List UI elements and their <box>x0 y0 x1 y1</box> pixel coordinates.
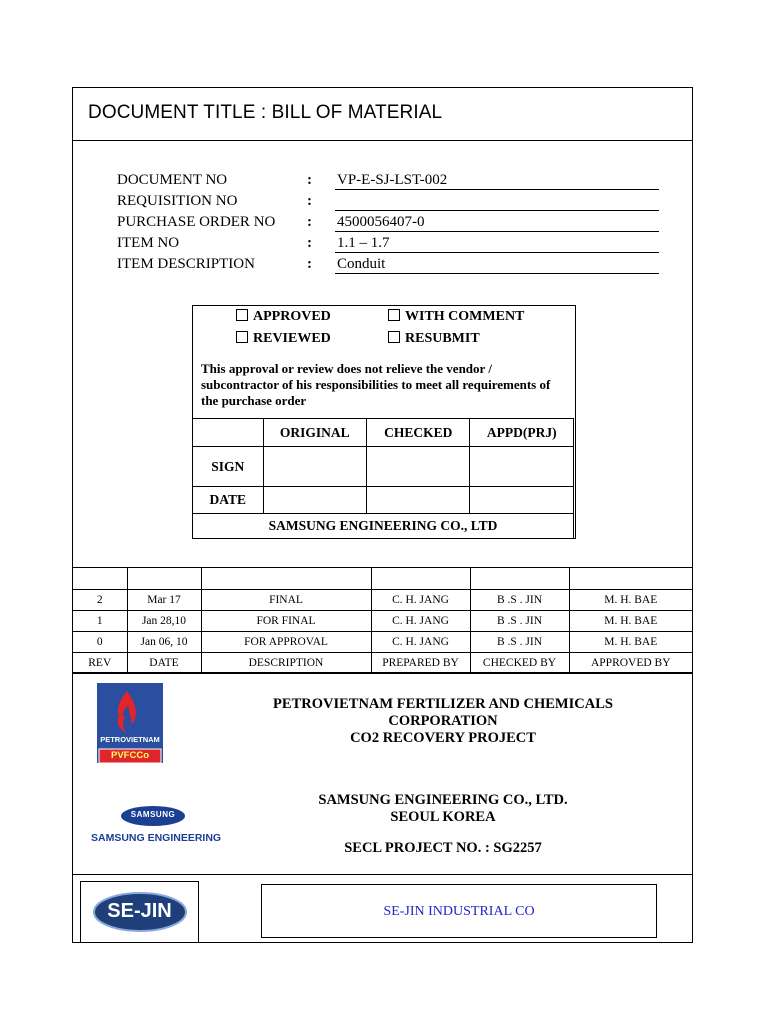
approval-stamp-box <box>192 305 576 539</box>
logo-text-bottom: PVFCCo <box>111 750 149 761</box>
approval-company: SAMSUNG ENGINEERING CO., LTD <box>193 514 574 539</box>
info-label: ITEM DESCRIPTION <box>117 256 255 272</box>
sign-cell-checked[interactable] <box>367 447 470 487</box>
revision-cell: Jan 28,10 <box>127 611 201 632</box>
revision-cell: M. H. BAE <box>569 590 692 611</box>
revision-cell: FINAL <box>201 590 371 611</box>
samsung-logo <box>91 802 222 848</box>
checkbox-square-icon <box>388 309 400 321</box>
checkbox-square-icon <box>236 309 248 321</box>
column-header: APPD(PRJ) <box>470 419 574 447</box>
date-cell-appd[interactable] <box>470 487 574 514</box>
revision-cell <box>569 568 692 590</box>
checkbox-label: WITH COMMENT <box>405 309 525 324</box>
info-label: REQUISITION NO <box>117 193 238 209</box>
column-header: APPROVED BY <box>569 653 692 674</box>
revision-cell <box>201 568 371 590</box>
info-row-item-no <box>117 233 657 254</box>
info-colon: : <box>307 235 312 251</box>
petrovietnam-logo <box>97 683 163 763</box>
column-header: CHECKED BY <box>470 653 569 674</box>
info-row-purchase-order-no <box>117 212 657 233</box>
divider <box>73 140 692 141</box>
date-cell-checked[interactable] <box>367 487 470 514</box>
revision-cell: C. H. JANG <box>371 590 470 611</box>
info-colon: : <box>307 172 312 188</box>
checkbox-label: RESUBMIT <box>405 331 480 346</box>
document-frame <box>72 87 693 943</box>
column-header: CHECKED <box>367 419 470 447</box>
revision-cell: C. H. JANG <box>371 611 470 632</box>
info-label: DOCUMENT NO <box>117 172 228 188</box>
revision-cell: M. H. BAE <box>569 632 692 653</box>
table-row <box>73 611 692 632</box>
info-label: PURCHASE ORDER NO <box>117 214 276 230</box>
column-header: DATE <box>127 653 201 674</box>
revision-cell: B .S . JIN <box>470 611 569 632</box>
owner-line: CORPORATION <box>388 713 498 729</box>
revision-cell: B .S . JIN <box>470 632 569 653</box>
table-row <box>73 590 692 611</box>
checkbox-square-icon <box>388 331 400 343</box>
revision-cell: M. H. BAE <box>569 611 692 632</box>
info-label: ITEM NO <box>117 235 180 251</box>
revision-table <box>73 567 692 674</box>
resubmit-checkbox[interactable] <box>388 331 480 347</box>
table-row <box>73 632 692 653</box>
info-row-item-description <box>117 254 657 275</box>
sign-cell-appd[interactable] <box>470 447 574 487</box>
contractor-name <box>233 792 653 826</box>
logo-caption: SAMSUNG ENGINEERING <box>91 832 222 844</box>
row-label-date: DATE <box>193 487 264 514</box>
revision-cell <box>371 568 470 590</box>
date-cell-original[interactable] <box>263 487 367 514</box>
owner-line: CO2 RECOVERY PROJECT <box>350 730 536 746</box>
column-header: PREPARED BY <box>371 653 470 674</box>
owner-line: PETROVIETNAM FERTILIZER AND CHEMICALS <box>273 696 613 712</box>
vendor-name: SE-JIN INDUSTRIAL CO <box>383 904 535 919</box>
owner-section <box>73 672 692 774</box>
revision-cell: 0 <box>73 632 127 653</box>
row-label-sign: SIGN <box>193 447 264 487</box>
reviewed-checkbox[interactable] <box>236 331 331 347</box>
column-header: ORIGINAL <box>263 419 367 447</box>
checkbox-label: REVIEWED <box>253 331 331 346</box>
checkbox-square-icon <box>236 331 248 343</box>
info-colon: : <box>307 256 312 272</box>
project-number: SECL PROJECT NO. : SG2257 <box>344 840 542 856</box>
revision-cell <box>470 568 569 590</box>
revision-cell: FOR APPROVAL <box>201 632 371 653</box>
info-value-document-no: VP-E-SJ-LST-002 <box>335 172 659 190</box>
contractor-line: SAMSUNG ENGINEERING CO., LTD. <box>318 792 568 808</box>
revision-cell: B .S . JIN <box>470 590 569 611</box>
logo-badge-text: SAMSUNG <box>130 810 176 819</box>
table-row <box>73 568 692 590</box>
document-info <box>117 170 657 275</box>
contractor-section <box>73 774 692 874</box>
logo-text-top: PETROVIETNAM <box>100 735 160 744</box>
approval-disclaimer: This approval or review does not relieve the vendor / subcontractor of his responsibilities to meet all requirements of the purchase order <box>201 361 551 408</box>
revision-cell <box>127 568 201 590</box>
revision-cell <box>73 568 127 590</box>
sign-cell-original[interactable] <box>263 447 367 487</box>
approved-checkbox[interactable] <box>236 309 331 325</box>
info-row-document-no <box>117 170 657 191</box>
vendor-section <box>73 874 692 942</box>
info-colon: : <box>307 214 312 230</box>
revision-cell: C. H. JANG <box>371 632 470 653</box>
sejin-logo-text: SE-JIN <box>107 900 172 922</box>
document-title: DOCUMENT TITLE : BILL OF MATERIAL <box>88 102 443 123</box>
info-value-requisition-no <box>335 193 659 211</box>
revision-cell: Mar 17 <box>127 590 201 611</box>
info-row-requisition-no <box>117 191 657 212</box>
revision-cell: Jan 06, 10 <box>127 632 201 653</box>
vendor-name-box <box>261 884 657 938</box>
info-value-item-no: 1.1 – 1.7 <box>335 235 659 253</box>
checkbox-label: APPROVED <box>253 309 331 324</box>
info-value-purchase-order-no: 4500056407-0 <box>335 214 659 232</box>
revision-header-row <box>73 653 692 674</box>
info-colon: : <box>307 193 312 209</box>
owner-name <box>233 696 653 747</box>
column-header: REV <box>73 653 127 674</box>
contractor-line: SEOUL KOREA <box>390 809 496 825</box>
corner-cell <box>193 419 264 447</box>
divider <box>73 672 692 673</box>
revision-cell: 1 <box>73 611 127 632</box>
signature-table <box>192 418 574 539</box>
sejin-logo-box <box>80 881 199 943</box>
revision-cell: 2 <box>73 590 127 611</box>
column-header: DESCRIPTION <box>201 653 371 674</box>
with-comment-checkbox[interactable] <box>388 309 524 325</box>
revision-cell: FOR FINAL <box>201 611 371 632</box>
info-value-item-description: Conduit <box>335 256 659 274</box>
